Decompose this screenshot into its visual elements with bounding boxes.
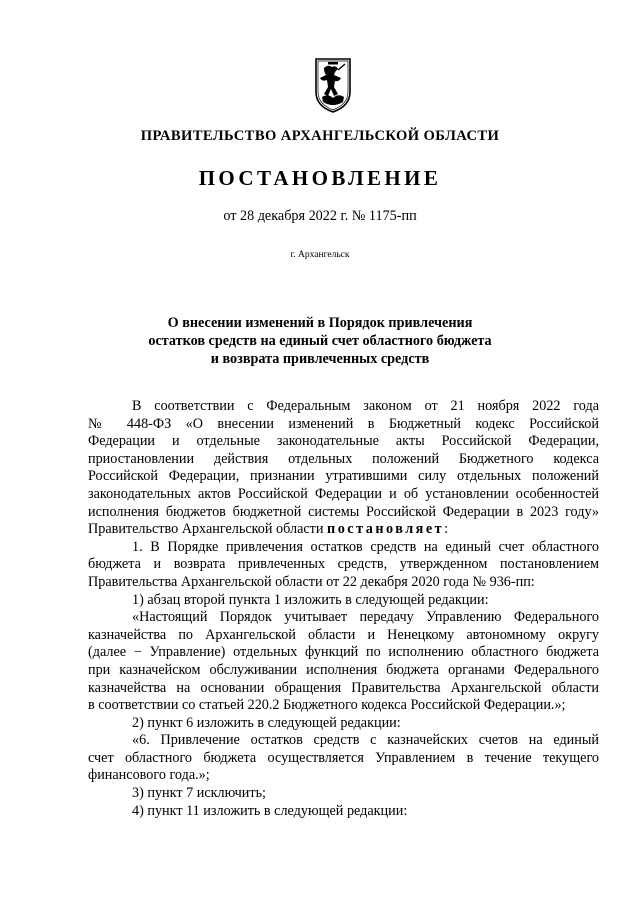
body-line: 1) абзац второй пункта 1 изложить в следующей редакции: — [132, 591, 489, 608]
title-line: и возврата привлеченных средств — [210, 351, 430, 367]
decree-verb: постановляет — [327, 521, 445, 538]
body-line: «Настоящий Порядок учитывает передачу Управлению Федерального — [132, 609, 599, 626]
body-line: (далее − Управление) отдельных функций по исполнению областного бюджета — [88, 644, 599, 661]
body-line: Российской Федерации, признании утратившими силу отдельных положений — [88, 468, 599, 485]
body-line: исполнения бюджетов бюджетной системы Российской Федерации в 2023 году» — [88, 503, 599, 520]
body-line: 1. В Порядке привлечения остатков средств на единый счет областного — [132, 538, 599, 555]
document-city: г. Архангельск — [290, 250, 350, 260]
body-line: казначейства на основании обращения Правительства Архангельской области — [88, 679, 599, 696]
decree-subject: Правительство Архангельской области — [88, 521, 328, 538]
document-date-number: от 28 декабря 2022 г. № 1175-пп — [223, 208, 417, 224]
body-line — [88, 521, 599, 539]
body-line: 3) пункт 7 исключить; — [132, 785, 266, 802]
coat-of-arms-icon — [298, 56, 368, 114]
body-line: казначейства по Архангельской области и Ненецкому автономному округу — [88, 626, 599, 643]
body-line: 4) пункт 11 изложить в следующей редакции: — [132, 802, 408, 819]
body-line: № 448-ФЗ «О внесении изменений в Бюджетный кодекс Российской — [88, 415, 599, 432]
body-line: при казначейском обслуживании исполнения бюджета органами Федерального — [88, 661, 599, 678]
body-line: счет областного бюджета осуществляется Управлением в течение текущего — [88, 749, 599, 766]
body-line: 2) пункт 6 изложить в следующей редакции: — [132, 714, 401, 731]
body-line: законодательных актов Российской Федерации и об установлении особенностей — [88, 485, 599, 502]
title-line: остатков средств на единый счет областного бюджета — [148, 333, 492, 349]
body-line: бюджета и возврата привлеченных средств, утвержденном постановлением — [88, 556, 599, 573]
body-line: В соответствии с Федеральным законом от 21 ноября 2022 года — [132, 398, 599, 414]
body-line: в соответствии со статьей 220.2 Бюджетного кодекса Российской Федерации.»; — [88, 697, 566, 714]
government-name: ПРАВИТЕЛЬСТВО АРХАНГЕЛЬСКОЙ ОБЛАСТИ — [140, 128, 500, 144]
decree-colon: : — [444, 521, 449, 538]
document-body — [88, 398, 599, 820]
document-type: ПОСТАНОВЛЕНИЕ — [198, 166, 442, 190]
title-line: О внесении изменений в Порядок привлечения — [167, 315, 473, 331]
body-line: приостановлении действия отдельных положений Бюджетного кодекса — [88, 450, 599, 467]
body-line: финансового года.»; — [88, 767, 210, 784]
document-title — [95, 314, 545, 368]
body-line: Федерации и отдельные законодательные акты Российской Федерации, — [88, 433, 599, 450]
body-line: «6. Привлечение остатков средств с казначейских счетов на единый — [132, 732, 599, 749]
body-line: Правительства Архангельской области от 22 декабря 2020 года № 936-пп: — [88, 573, 535, 590]
